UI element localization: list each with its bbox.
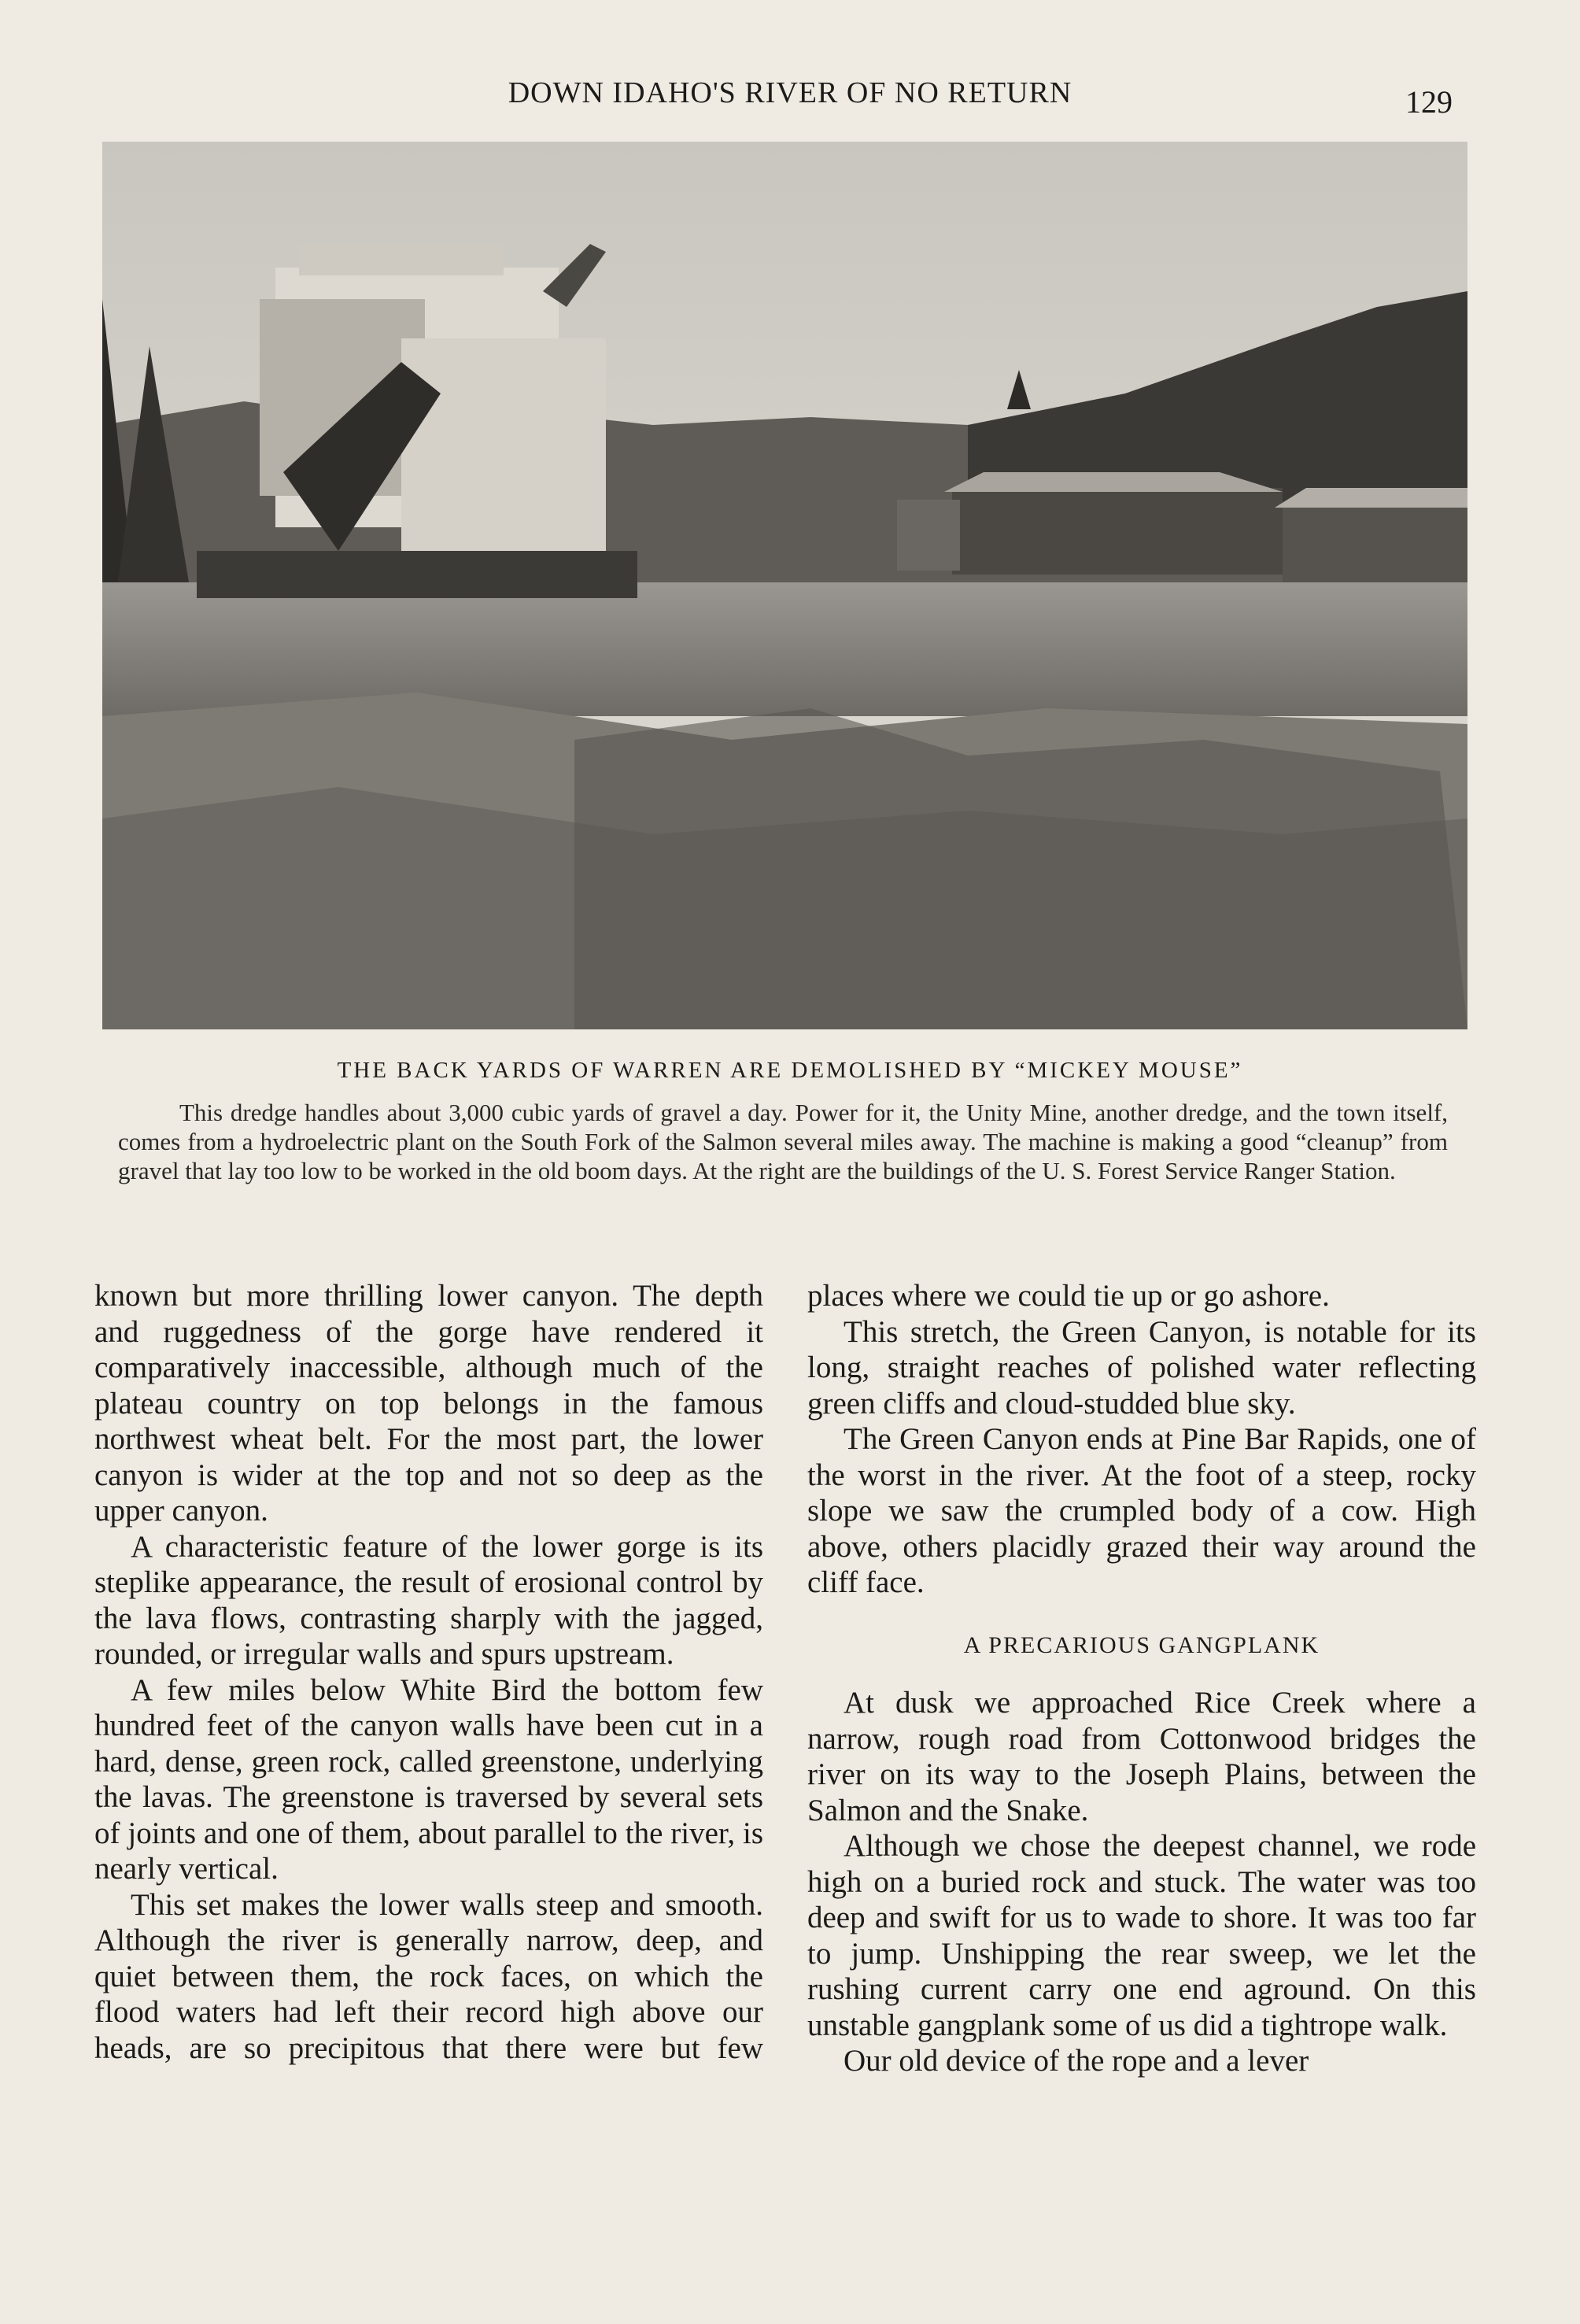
figure-caption-text: This dredge handles about 3,000 cubic yards of gravel a day. Power for it, the Unity Mine, another dredge, and the town itself, comes from a hydroelectric plant on the South Fork of the Salmon several miles away. The machine is making a good “cleanup” from gravel that lay too low to be worked in the old boom days. At the right are the buildings of the U. S. Forest Service Ranger Station. (118, 1099, 1448, 1184)
left-column (94, 1278, 763, 2066)
paragraph: Although we chose the deepest channel, we rode high on a buried rock and stuck. The water was too deep and swift for us to wade to shore. It was too far to jump. Unshipping the rear sweep, we let the rushing current carry one end aground. On this unstable gangplank some of us did a tightrope walk. (807, 1829, 1476, 2042)
figure-title: THE BACK YARDS OF WARREN ARE DEMOLISHED BY “MICKEY MOUSE” (337, 1058, 1243, 1083)
paragraph: The Green Canyon ends at Pine Bar Rapids, one of the worst in the river. At the foot of a steep, rocky slope we saw the crumpled body of a cow. High above, others placidly grazed their way around the cliff face. (807, 1422, 1476, 1599)
paragraph: known but more thrilling lower canyon. The depth and ruggedness of the gorge have rendered it comparatively inaccessible, although much of the plateau country on top belongs in the famous northwest wheat belt. For the most part, the lower canyon is wider at the top and not so deep as the upper canyon. (94, 1279, 763, 1528)
paragraph: A characteristic feature of the lower gorge is its steplike appearance, the result of erosional control by the lava flows, contrasting sharply with the jagged, rounded, or irregular walls and spurs upstream. (94, 1529, 763, 1671)
right-column (807, 1278, 1476, 2079)
paragraph: Our old device of the rope and a lever (844, 2044, 1309, 2078)
paragraph: At dusk we approached Rice Creek where a narrow, rough road from Cottonwood bridges the river on its way to the Joseph Plains, between the Salmon and the Snake. (807, 1686, 1476, 1827)
paragraph: places where we could tie up or go ashore. (807, 1279, 1330, 1313)
paragraph: This set makes the lower walls steep and smooth. Although the river is generally narrow, deep, and quiet between them, the rock faces, on which the flood waters had left their record high above our heads, are so precipitous that there were but few (94, 1887, 763, 2065)
page-number: 129 (1405, 84, 1453, 120)
figure-caption (118, 1098, 1448, 1185)
dredge-photo-illustration (102, 142, 1467, 1029)
dredge-photograph (102, 142, 1467, 1029)
paragraph: A few miles below White Bird the bottom few hundred feet of the canyon walls have been cut in a hard, dense, green rock, called greenstone, underlying the lavas. The greenstone is traversed by several sets of joints and one of them, about parallel to the river, is nearly vertical. (94, 1672, 763, 1886)
section-subheading: A PRECARIOUS GANGPLANK (963, 1631, 1320, 1658)
paragraph: This stretch, the Green Canyon, is notable for its long, straight reaches of polished water reflecting green cliffs and cloud-studded blue sky. (807, 1314, 1476, 1421)
running-head: DOWN IDAHO'S RIVER OF NO RETURN (508, 76, 1072, 109)
